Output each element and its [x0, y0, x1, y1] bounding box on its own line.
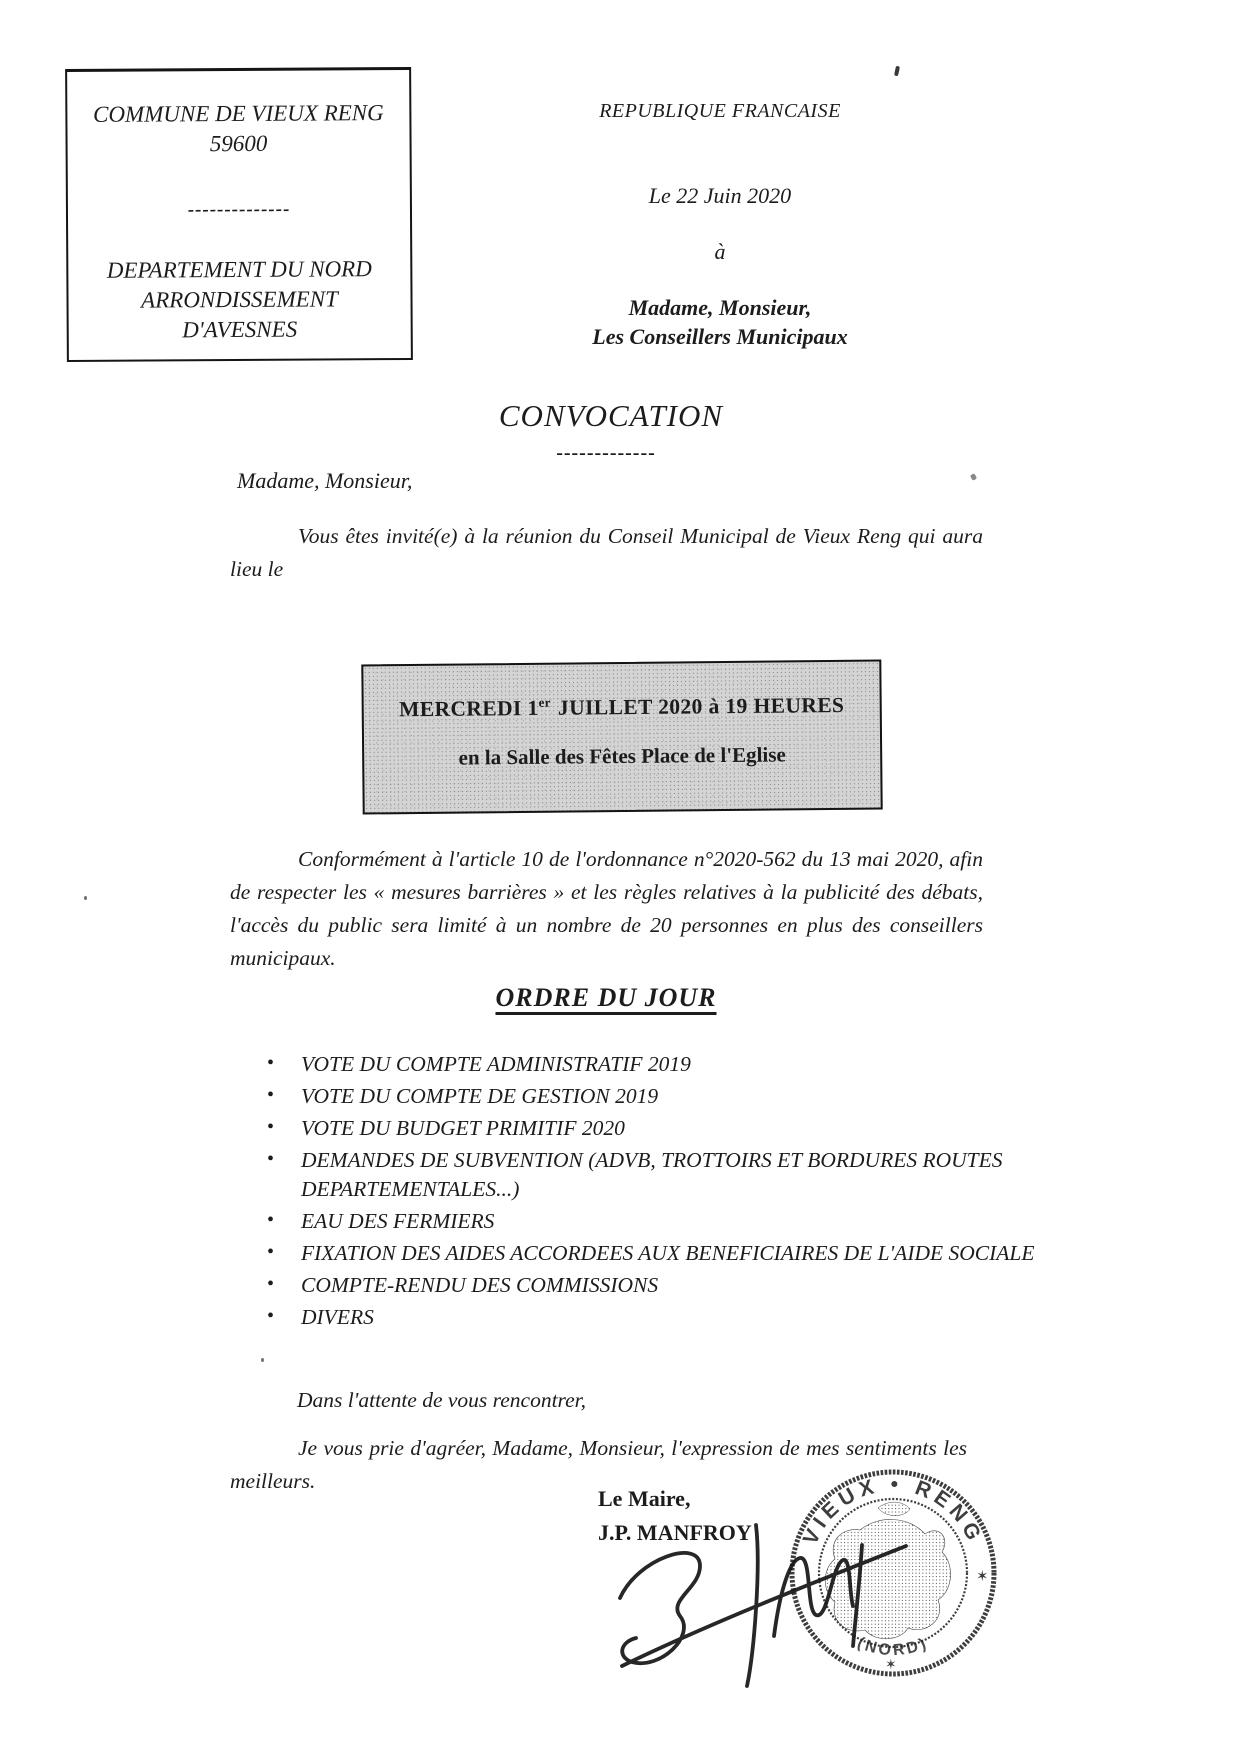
agenda-item: [265, 1239, 1075, 1268]
letter-date: Le 22 Juin 2020: [648, 183, 792, 208]
republic-line: REPUBLIQUE FRANCAISE: [599, 100, 841, 122]
agenda-list: [265, 1050, 1075, 1335]
agenda-heading: [0, 983, 1212, 1013]
meeting-info-box: [361, 660, 882, 815]
signer-name: J.P. MANFROY: [598, 1520, 752, 1545]
department-line: DEPARTEMENT DU NORD: [106, 256, 372, 283]
meeting-date-suffix: JUILLET 2020 à 19 HEURES: [557, 693, 845, 720]
agenda-item-text: EAU DES FERMIERS: [301, 1209, 495, 1233]
bullet-icon: •: [267, 1241, 275, 1263]
title-separator: -------------: [556, 442, 656, 464]
scan-speck: [84, 896, 87, 900]
agenda-item-text: VOTE DU COMPTE ADMINISTRATIF 2019: [301, 1052, 691, 1076]
ordinal-superscript: er: [538, 694, 552, 710]
bullet-icon: •: [267, 1052, 275, 1074]
bullet-icon: •: [267, 1084, 275, 1106]
bullet-icon: •: [267, 1148, 275, 1170]
bullet-icon: •: [267, 1116, 275, 1138]
agenda-item-text: COMPTE-RENDU DES COMMISSIONS: [301, 1273, 659, 1297]
stamp-bottom-text: (NORD): [854, 1634, 932, 1660]
stamp-star-right-icon: ✶: [976, 1569, 989, 1585]
agenda-item-text: VOTE DU BUDGET PRIMITIF 2020: [301, 1116, 625, 1140]
agenda-item: [265, 1082, 1075, 1111]
stamp-top-text: VIEUX • RENG: [798, 1472, 988, 1549]
recipient-block: [520, 293, 920, 351]
closing-line2: Je vous prie d'agréer, Madame, Monsieur, l'expression de mes sentiments les meilleurs.: [230, 1436, 967, 1493]
salutation: Madame, Monsieur,: [237, 468, 413, 493]
agenda-item-text: VOTE DU COMPTE DE GESTION 2019: [301, 1084, 659, 1108]
agenda-item: [265, 1207, 1075, 1236]
agenda-item: [265, 1146, 1075, 1204]
arrondissement-place: D'AVESNES: [182, 316, 298, 343]
scan-speck: [894, 66, 900, 77]
agenda-item-text: FIXATION DES AIDES ACCORDEES AUX BENEFICIAIRES DE L'AIDE SOCIALE: [301, 1241, 1035, 1265]
agenda-heading-text: ORDRE DU JOUR: [495, 983, 717, 1012]
intro-paragraph: Vous êtes invité(e) à la réunion du Conseil Municipal de Vieux Reng qui aura lieu le: [230, 524, 983, 581]
meeting-place-line: en la Salle des Fêtes Place de l'Eglise: [458, 742, 786, 770]
agenda-item: [265, 1271, 1075, 1300]
document-title: CONVOCATION: [498, 398, 724, 433]
meeting-date-line: [364, 692, 880, 723]
agenda-item: [265, 1303, 1075, 1332]
to-word: à: [714, 239, 726, 264]
scan-speck: [970, 473, 977, 481]
recipient-line1: Madame, Monsieur,: [628, 295, 812, 320]
closing-line1: Dans l'attente de vous rencontrer,: [297, 1388, 587, 1412]
agenda-item-text: DIVERS: [301, 1305, 374, 1329]
recipient-line2: Les Conseillers Municipaux: [592, 324, 848, 349]
agenda-item: [265, 1114, 1075, 1143]
postal-code: 59600: [209, 130, 268, 157]
letterhead-box: [65, 67, 413, 362]
stamp-and-signature: [558, 1426, 1018, 1726]
letterhead-separator: --------------: [187, 198, 291, 221]
header-right: [520, 100, 920, 351]
arrondissement-line: ARRONDISSEMENT: [141, 286, 338, 313]
commune-name: COMMUNE DE VIEUX RENG: [92, 100, 384, 127]
bullet-icon: •: [267, 1305, 275, 1327]
scan-speck: [261, 1358, 264, 1362]
agenda-item: [265, 1050, 1075, 1079]
bullet-icon: •: [267, 1209, 275, 1231]
agenda-item-text: DEMANDES DE SUBVENTION (ADVB, TROTTOIRS ET BORDURES ROUTES DEPARTEMENTALES...): [301, 1148, 1003, 1201]
regulation-paragraph: Conformément à l'article 10 de l'ordonnance n°2020-562 du 13 mai 2020, afin de respecter les « mesures barrières » et les règles relatives à la publicité des débats, l'accès du public sera limité à un nombre de 20 personnes en plus des conseillers municipaux.: [230, 847, 983, 970]
bullet-icon: •: [267, 1273, 275, 1295]
stamp-star-bottom-icon: ✶: [885, 1658, 897, 1673]
signer-title: Le Maire,: [598, 1486, 691, 1511]
meeting-date-prefix: MERCREDI 1: [398, 695, 539, 722]
